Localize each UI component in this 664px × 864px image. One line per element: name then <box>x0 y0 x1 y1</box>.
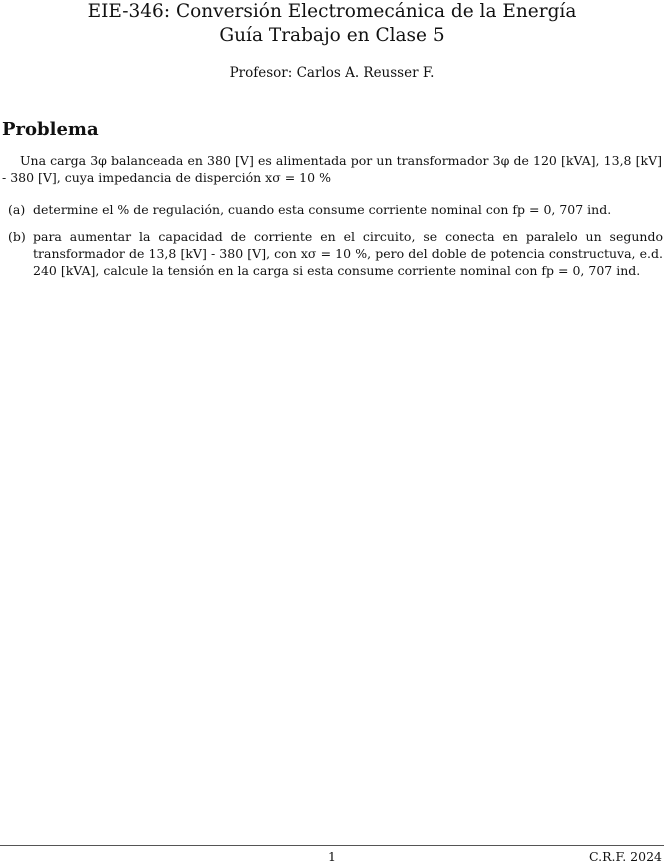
document-subtitle: Guía Trabajo en Clase 5 <box>219 25 445 46</box>
item-label: (a) <box>8 202 26 217</box>
section-heading: Problema <box>2 119 99 140</box>
footer-initials-year: C.R.F. 2024 <box>589 849 662 864</box>
item-text: determine el % de regulación, cuando esta consume corriente nominal con fp = 0, 707 ind. <box>33 202 612 217</box>
document-title: EIE-346: Conversión Electromecánica de la Energía <box>87 1 577 22</box>
author-line: Profesor: Carlos A. Reusser F. <box>229 65 435 81</box>
item-text: para aumentar la capacidad de corriente en el circuito, se conecta en paralelo un segundo transformador de 13,8 [kV] - 380 [V], con xσ = 10 %, pero del doble de potencia constructuva, e.d. 240 [kVA], calcule la tensión en la carga si esta consume corriente nominal con fp = 0, 707 ind. <box>33 229 663 278</box>
problem-statement: Una carga 3φ balanceada en 380 [V] es alimentada por un transformador 3φ de 120 [kVA], 13,8 [kV] - 380 [V], cuya impedancia de disperción xσ = 10 % <box>2 153 662 185</box>
page-number: 1 <box>328 849 336 864</box>
footer-rule <box>0 845 664 846</box>
item-label: (b) <box>8 229 26 244</box>
